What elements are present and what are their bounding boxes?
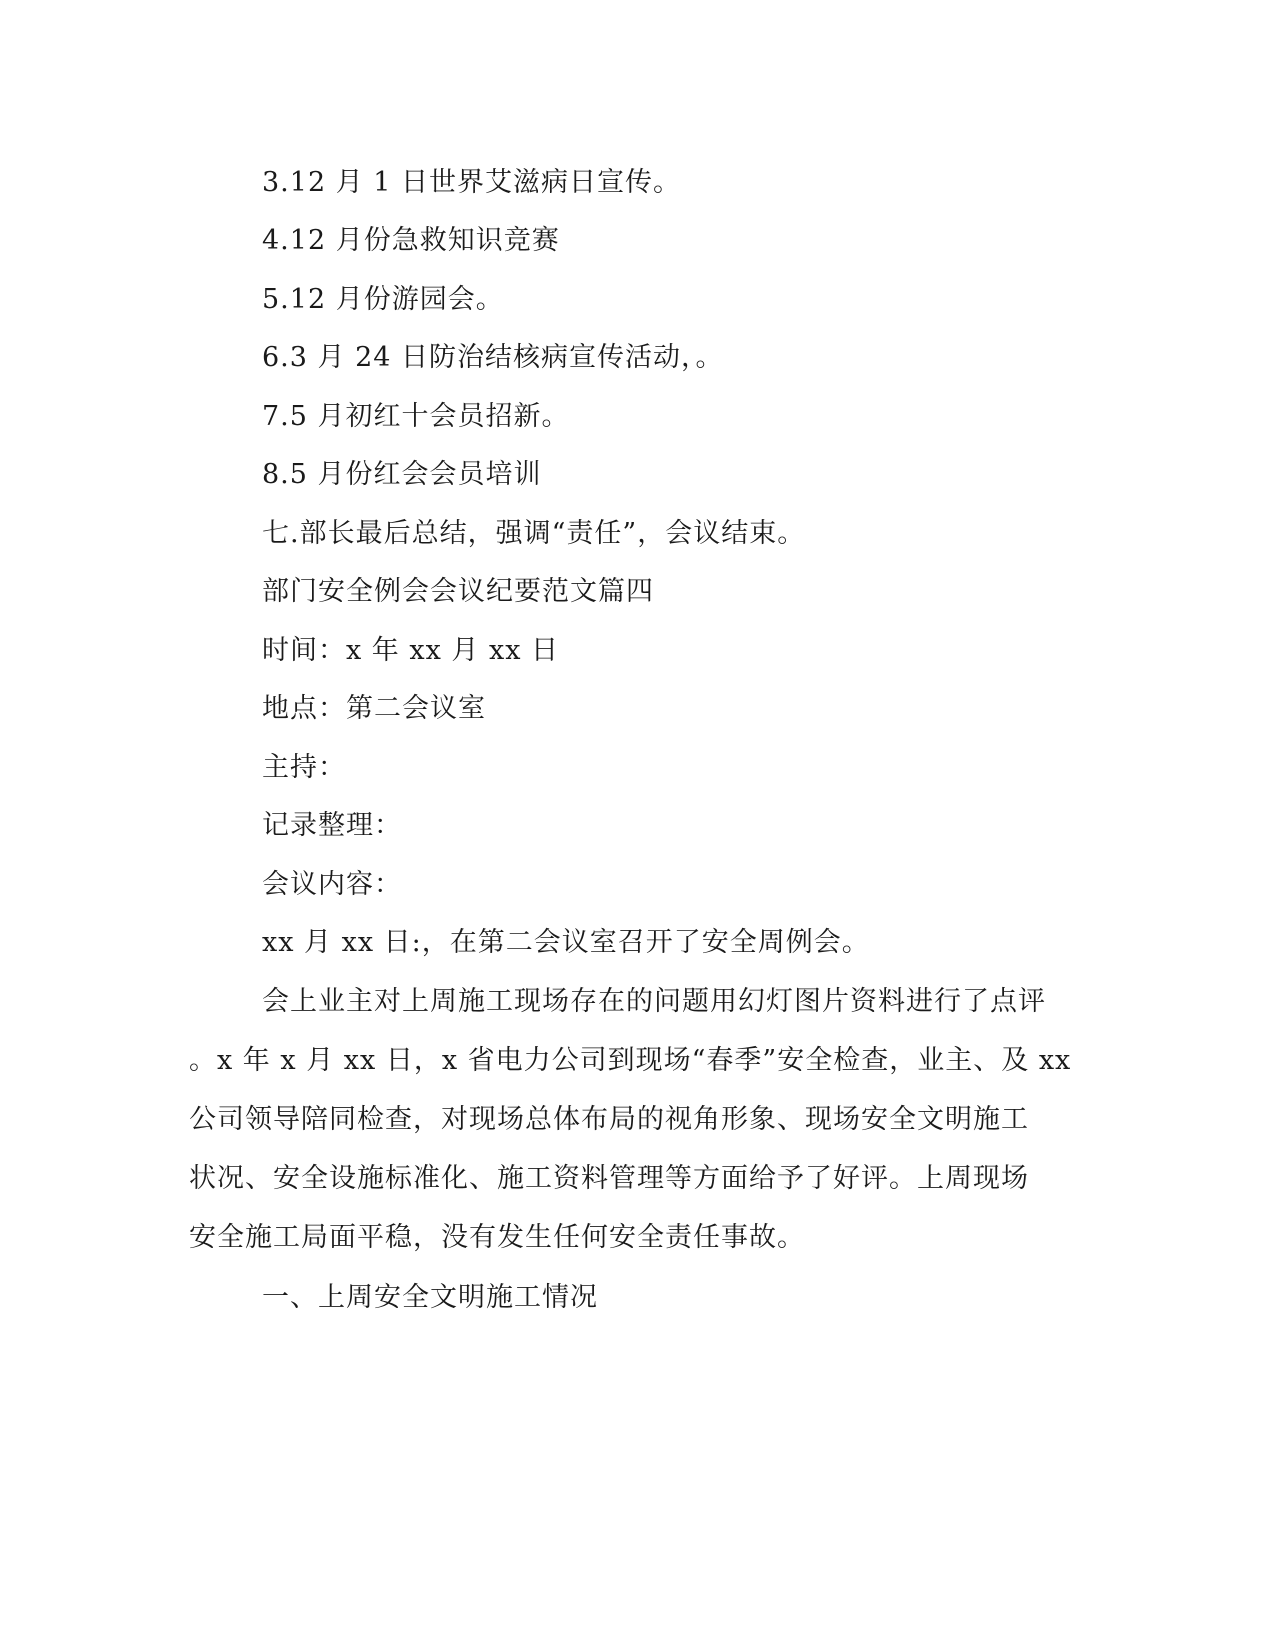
meeting-content-label: 会议内容： [262,869,402,900]
paragraph-line-3: 公司领导陪同检查，对现场总体布局的视角形象、现场安全文明施工 [189,1104,1029,1135]
list-item-7: 7.5 月初红十会员招新。 [262,401,570,432]
paragraph-line-2: 。x 年 x 月 xx 日，x 省电力公司到现场“春季”安全检查，业主、及 xx [189,1045,1072,1076]
meeting-host: 主持： [262,752,346,783]
meeting-recorder: 记录整理： [262,810,402,841]
meeting-location: 地点：第二会议室 [262,693,486,724]
list-item-6: 6.3 月 24 日防治结核病宣传活动，。 [262,342,724,373]
meeting-date-line: xx 月 xx 日:，在第二会议室召开了安全周例会。 [262,927,870,958]
closing-summary: 七.部长最后总结，强调“责任”，会议结束。 [262,518,806,549]
list-item-8: 8.5 月份红会会员培训 [262,459,542,490]
paragraph-line-5: 安全施工局面平稳，没有发生任何安全责任事故。 [189,1222,805,1253]
paragraph-line-4: 状况、安全设施标准化、施工资料管理等方面给予了好评。上周现场 [189,1163,1029,1194]
meeting-time: 时间：x 年 xx 月 xx 日 [262,635,560,666]
list-item-3: 3.12 月 1 日世界艾滋病日宣传。 [262,167,682,198]
section-title: 部门安全例会会议纪要范文篇四 [262,576,654,607]
section-heading: 一、上周安全文明施工情况 [262,1282,598,1313]
paragraph-line-1: 会上业主对上周施工现场存在的问题用幻灯图片资料进行了点评 [262,986,1046,1017]
list-item-4: 4.12 月份急救知识竞赛 [262,225,560,256]
list-item-5: 5.12 月份游园会。 [262,284,504,315]
